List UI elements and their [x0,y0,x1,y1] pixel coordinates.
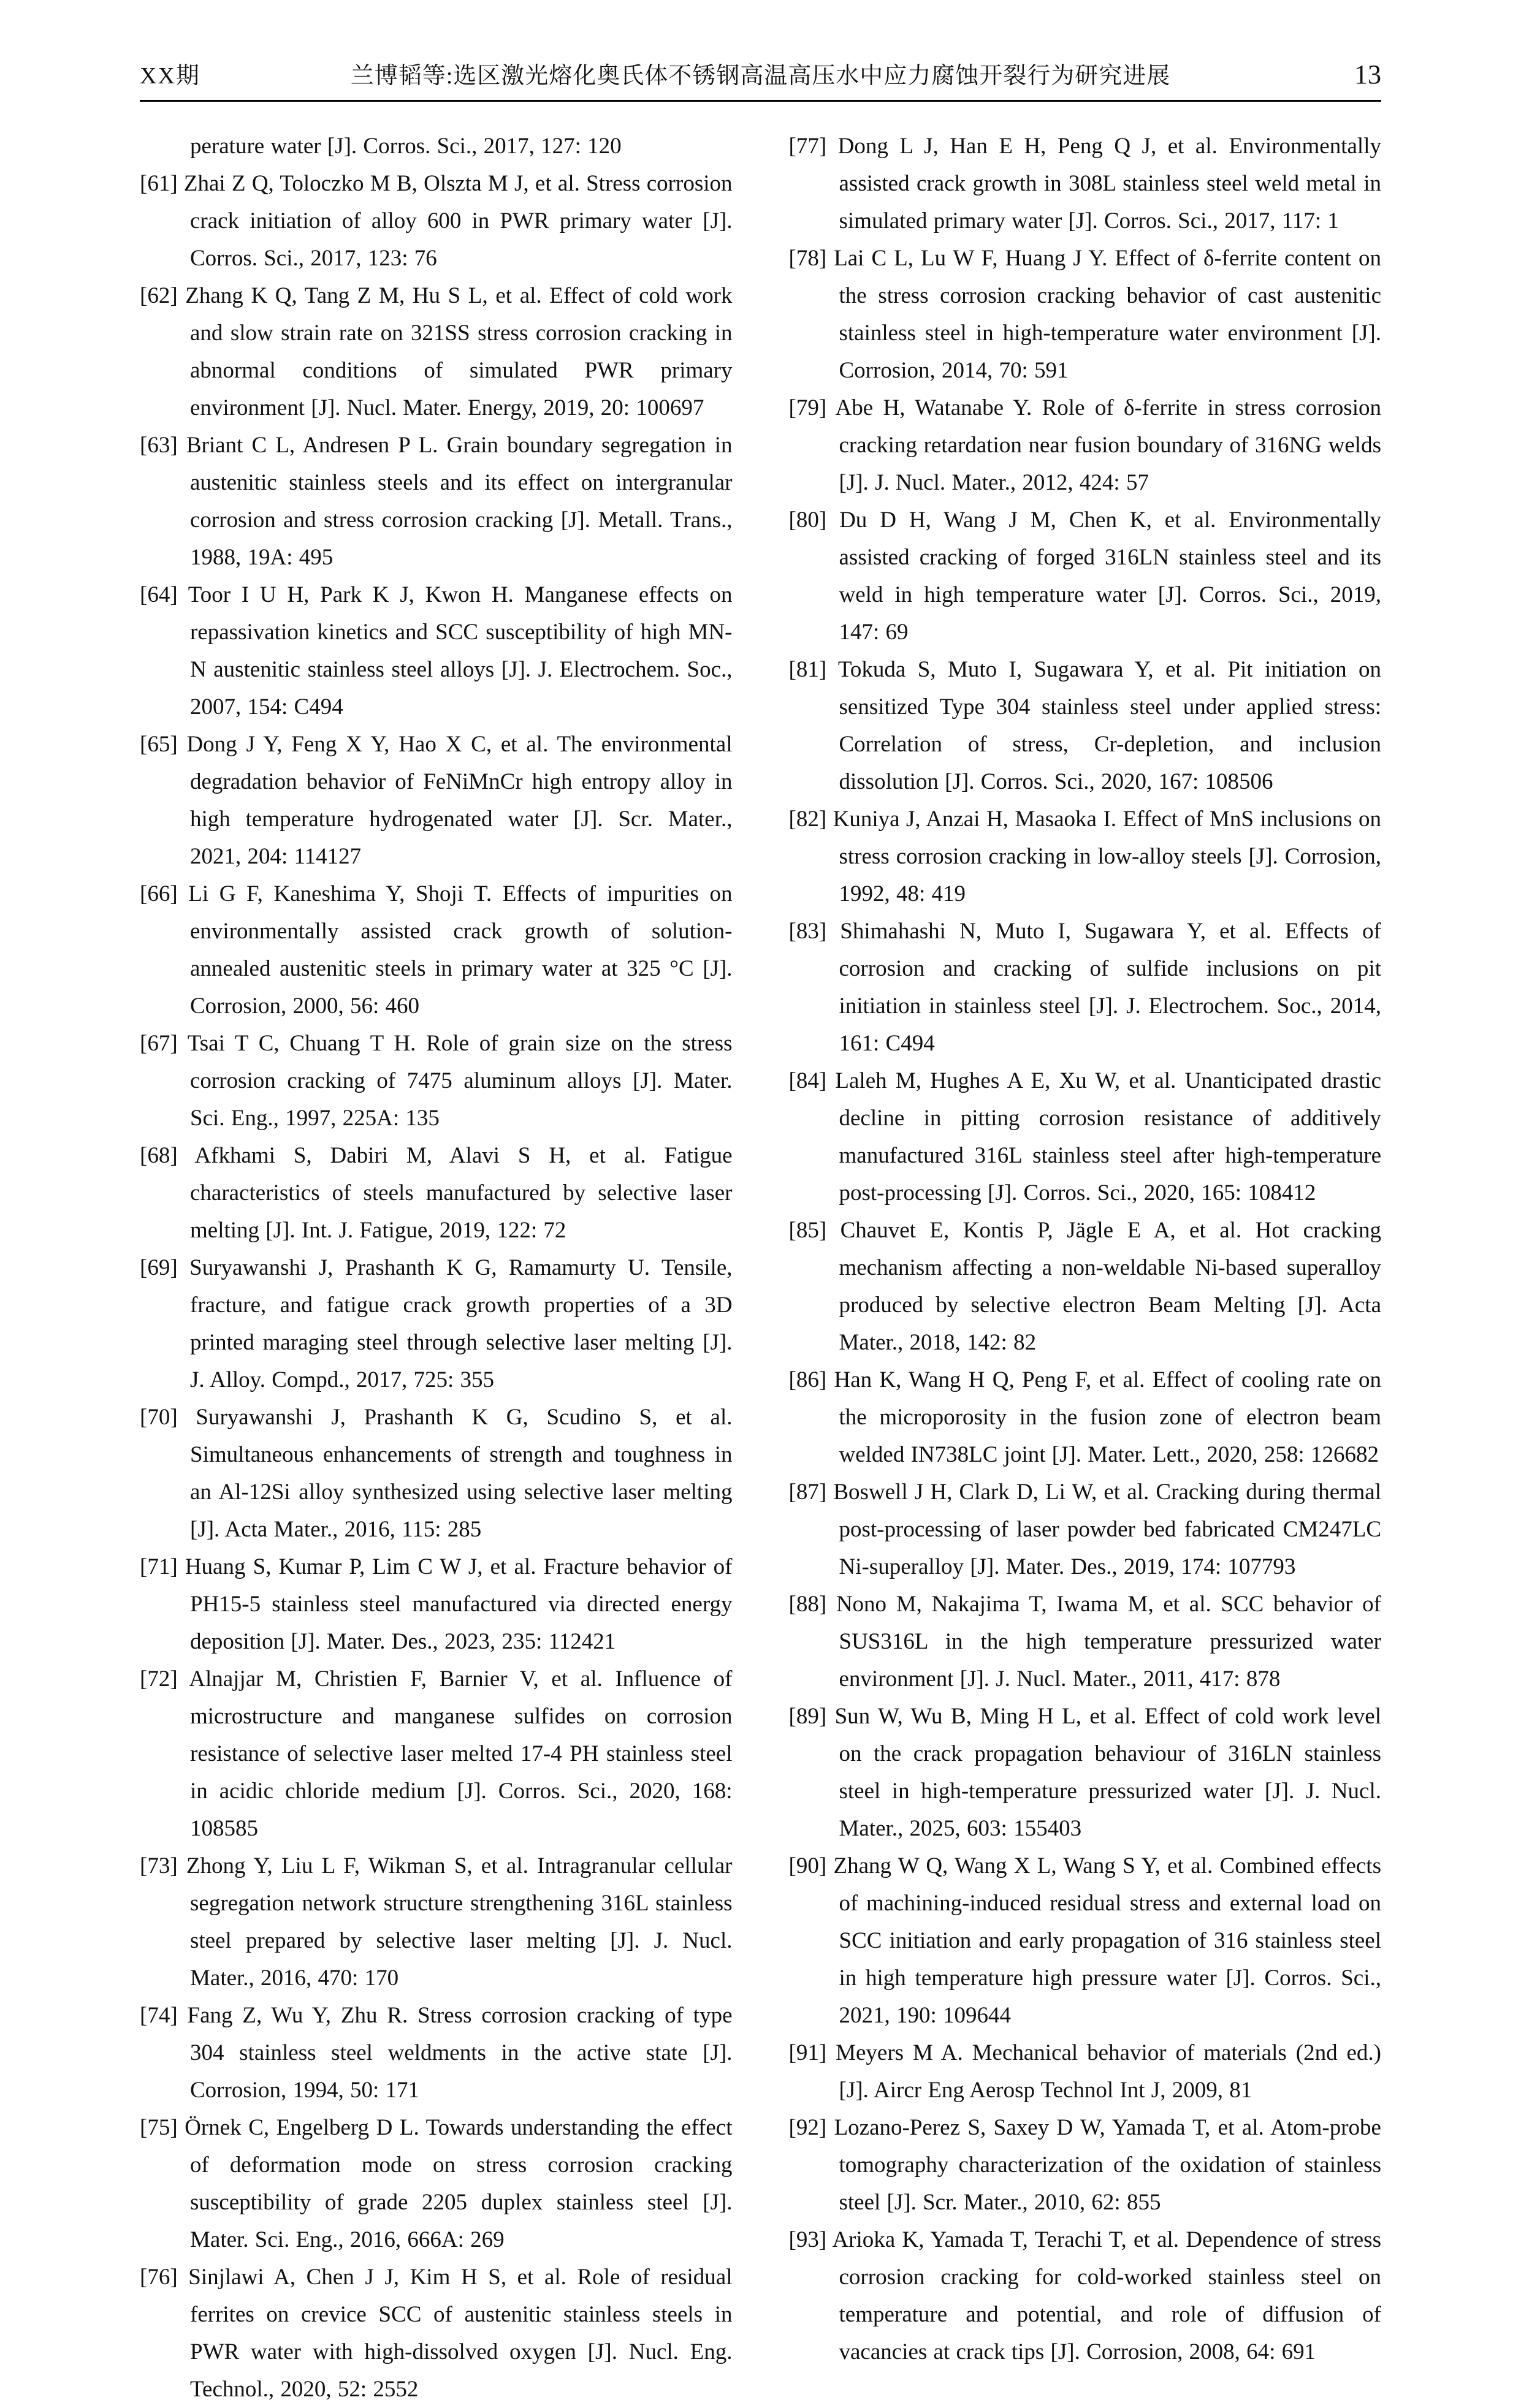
reference-number: [62] [140,283,186,308]
reference-number: [81] [788,657,838,682]
reference-number: [84] [788,1068,836,1093]
reference-text: Dong L J, Han E H, Peng Q J, et al. Environmentally assisted crack growth in 308L stainless steel weld metal in simulated primary water [J]. Corros. Sci., 2017, 117: 1 [837,134,1381,234]
reference-entry [789,1586,1382,1698]
reference-number: [68] [140,1143,195,1168]
reference-text: Lai C L, Lu W F, Huang J Y. Effect of δ-ferrite content on the stress corrosion cracking behavior of cast austenitic stainless steel in high-temperature water environment [J]. Corrosion, 2014, 70: 591 [834,246,1381,383]
reference-number: [75] [140,2115,185,2140]
reference-text: Zhang W Q, Wang X L, Wang S Y, et al. Combined effects of machining-induced residual stress and external load on SCC initiation and early propagation of 316 stainless steel in high temperature high pressure water [J]. Corros. Sci., 2021, 190: 109644 [833,1853,1381,2028]
reference-text: Fang Z, Wu Y, Zhu R. Stress corrosion cracking of type 304 stainless steel weldments in the active state [J]. Corrosion, 1994, 50: 171 [187,2003,733,2103]
references-column-right [789,127,1382,2408]
reference-entry [140,875,733,1025]
reference-entry [789,389,1382,501]
reference-number: [74] [140,2003,188,2028]
reference-entry [789,127,1382,240]
reference-number: [63] [140,433,186,458]
reference-text: Zhong Y, Liu L F, Wikman S, et al. Intragranular cellular segregation network structure strengthening 316L stainless steel prepared by selective laser melting [J]. J. Nucl. Mater., 2016, 470: 170 [186,1853,733,1991]
reference-number: [71] [140,1554,185,1579]
reference-text: Afkhami S, Dabiri M, Alavi S H, et al. Fatigue characteristics of steels manufactured by selective laser melting [J]. Int. J. Fatigue, 2019, 122: 72 [190,1143,733,1243]
reference-entry [140,127,733,165]
reference-text: Toor I U H, Park K J, Kwon H. Manganese effects on repassivation kinetics and SCC susceptibility of high MN-N austenitic stainless steel alloys [J]. J. Electrochem. Soc., 2007, 154: C494 [188,582,733,720]
reference-entry [789,240,1382,389]
reference-entry [789,2221,1382,2371]
reference-text: Zhang K Q, Tang Z M, Hu S L, et al. Effect of cold work and slow strain rate on 321SS stress corrosion cracking in abnormal conditions of simulated PWR primary environment [J]. Nucl. Mater. Energy, 2019, 20: 100697 [185,283,733,420]
reference-number: [67] [140,1031,188,1056]
reference-number: [86] [788,1367,834,1392]
reference-text: Tsai T C, Chuang T H. Role of grain size on the stress corrosion cracking of 7475 aluminum alloys [J]. Mater. Sci. Eng., 1997, 225A: 135 [187,1031,733,1131]
reference-entry [140,576,733,726]
reference-entry [789,651,1382,800]
reference-text: Abe H, Watanabe Y. Role of δ-ferrite in stress corrosion cracking retardation near fusion boundary of 316NG welds [J]. J. Nucl. Mater., 2012, 424: 57 [835,395,1381,495]
reference-number: [82] [788,807,833,832]
reference-number: [93] [788,2227,833,2252]
reference-number: [79] [788,395,836,420]
reference-entry [140,1660,733,1847]
reference-text: Han K, Wang H Q, Peng F, et al. Effect of cooling rate on the microporosity in the fusion zone of electron beam welded IN738LC joint [J]. Mater. Lett., 2020, 258: 126682 [834,1367,1382,1467]
reference-text: Laleh M, Hughes A E, Xu W, et al. Unanticipated drastic decline in pitting corrosion resistance of additively manufactured 316L stainless steel after high-temperature post-processing [J]. Corros. Sci., 2020, 165: 108412 [835,1068,1381,1206]
page-number: 13 [1354,59,1381,89]
reference-entry [140,277,733,427]
reference-text: Zhai Z Q, Toloczko M B, Olszta M J, et al. Stress corrosion crack initiation of alloy 600 in PWR primary water [J]. Corros. Sci., 2017, 123: 76 [183,171,733,271]
reference-number: [61] [140,171,184,196]
reference-number: [92] [788,2115,834,2140]
reference-text: Briant C L, Andresen P L. Grain boundary segregation in austenitic stainless steels and its effect on intergranular corrosion and stress corrosion cracking [J]. Metall. Trans., 1988, 19A: 495 [186,433,733,570]
reference-number: [77] [788,134,838,159]
reference-entry [789,1361,1382,1473]
reference-text: Dong J Y, Feng X Y, Hao X C, et al. The environmental degradation behavior of FeNiMnCr high entropy alloy in high temperature hydrogenated water [J]. Scr. Mater., 2021, 204: 114127 [186,732,733,869]
reference-number: [87] [788,1479,834,1505]
reference-text: Tokuda S, Muto I, Sugawara Y, et al. Pit initiation on sensitized Type 304 stainless steel under applied stress: Correlation of stress, Cr-depletion, and inclusion dissolution [J]. Corros. Sci., 2020, 167: 108506 [837,657,1381,794]
reference-text: Chauvet E, Kontis P, Jägle E A, et al. Hot cracking mechanism affecting a non-weldable Ni-based superalloy produced by selective electron Beam Melting [J]. Acta Mater., 2018, 142: 82 [839,1218,1381,1355]
reference-number: [65] [140,732,187,757]
reference-entry [789,913,1382,1062]
reference-entry [140,427,733,576]
reference-text: Nono M, Nakajima T, Iwama M, et al. SCC behavior of SUS316L in the high temperature pressurized water environment [J]. J. Nucl. Mater., 2011, 417: 878 [836,1592,1381,1692]
reference-text: Boswell J H, Clark D, Li W, et al. Cracking during thermal post-processing of laser powder bed fabricated CM247LC Ni-superalloy [J]. Mater. Des., 2019, 174: 107793 [833,1479,1381,1579]
reference-number: [90] [788,1853,834,1878]
reference-number: [72] [140,1666,189,1692]
reference-entry [140,1847,733,1997]
reference-text: Huang S, Kumar P, Lim C W J, et al. Fracture behavior of PH15-5 stainless steel manufactured via directed energy deposition [J]. Mater. Des., 2023, 235: 112421 [185,1554,733,1654]
reference-text: Lozano-Perez S, Saxey D W, Yamada T, et al. Atom-probe tomography characterization of the oxidation of stainless steel [J]. Scr. Mater., 2010, 62: 855 [834,2115,1381,2215]
reference-number: [89] [788,1704,835,1729]
reference-number: [91] [788,2040,836,2065]
reference-entry [789,2109,1382,2221]
reference-text: Suryawanshi J, Prashanth K G, Scudino S, et al. Simultaneous enhancements of strength and toughness in an Al-12Si alloy synthesized using selective laser melting [J]. Acta Mater., 2016, 115: 285 [190,1405,733,1542]
reference-text: Sinjlawi A, Chen J J, Kim H S, et al. Role of residual ferrites on crevice SCC of austenitic stainless steels in PWR water with high-dissolved oxygen [J]. Nucl. Eng. Technol., 2020, 52: 2552 [188,2265,733,2402]
reference-entry [789,501,1382,651]
reference-entry [140,1025,733,1137]
reference-text: Arioka K, Yamada T, Terachi T, et al. Dependence of stress corrosion cracking for cold-worked stainless steel on temperature and potential, and role of diffusion of vacancies at crack tips [J]. Corrosion, 2008, 64: 691 [832,2227,1381,2364]
reference-text: Shimahashi N, Muto I, Sugawara Y, et al. Effects of corrosion and cracking of sulfide inclusions on pit initiation in stainless steel [J]. J. Electrochem. Soc., 2014, 161: C494 [839,919,1381,1056]
reference-entry [140,1997,733,2109]
reference-entry [140,165,733,277]
reference-entry [789,800,1382,913]
reference-text: Sun W, Wu B, Ming H L, et al. Effect of cold work level on the crack propagation behaviour of 316LN stainless steel in high-temperature pressurized water [J]. J. Nucl. Mater., 2025, 603: 155403 [834,1704,1381,1841]
reference-entry [789,1473,1382,1586]
reference-entry [789,1212,1382,1361]
reference-entry [789,1847,1382,2034]
reference-number: [78] [788,246,834,271]
reference-number: [64] [140,582,188,607]
reference-number: [88] [788,1592,836,1617]
reference-entry [140,1548,733,1660]
reference-text: Li G F, Kaneshima Y, Shoji T. Effects of impurities on environmentally assisted crack growth of solution-annealed austenitic steels in primary water at 325 °C [J]. Corrosion, 2000, 56: 460 [188,881,733,1019]
reference-text: Suryawanshi J, Prashanth K G, Ramamurty U. Tensile, fracture, and fatigue crack growth properties of a 3D printed maraging steel through selective laser melting [J]. J. Alloy. Compd., 2017, 725: 355 [189,1255,733,1392]
reference-entry [140,1399,733,1548]
reference-number: [80] [788,507,840,533]
reference-text: Alnajjar M, Christien F, Barnier V, et al. Influence of microstructure and manganese sulfides on corrosion resistance of selective laser melted 17-4 PH stainless steel in acidic chloride medium [J]. Corros. Sci., 2020, 168: 108585 [189,1666,733,1841]
reference-number: [76] [140,2265,189,2290]
reference-entry [789,1698,1382,1847]
page-header [140,56,1381,102]
references-column-left [140,127,733,2408]
reference-text: Du D H, Wang J M, Chen K, et al. Environmentally assisted cracking of forged 316LN stainless steel and its weld in high temperature water [J]. Corros. Sci., 2019, 147: 69 [839,507,1381,645]
journal-issue-label: XX期 [140,63,200,89]
reference-number: [66] [140,881,189,906]
reference-entry [140,2258,733,2408]
reference-number: [73] [140,1853,186,1878]
reference-entry [140,1249,733,1399]
reference-text: Örnek C, Engelberg D L. Towards understanding the effect of deformation mode on stress corrosion cracking susceptibility of grade 2205 duplex stainless steel [J]. Mater. Sci. Eng., 2016, 666A: 269 [185,2115,733,2252]
reference-entry [140,726,733,875]
reference-number: [69] [140,1255,190,1280]
reference-number: [83] [788,919,841,944]
reference-number: [85] [788,1218,841,1243]
reference-entry [140,2109,733,2258]
references-section [140,127,1381,2408]
reference-number: [70] [140,1405,196,1430]
reference-text: Meyers M A. Mechanical behavior of materials (2nd ed.) [J]. Aircr Eng Aerosp Technol Int J, 2009, 81 [836,2040,1381,2103]
reference-entry [789,2034,1382,2109]
running-title: 兰博韬等:选区激光熔化奥氏体不锈钢高温高压水中应力腐蚀开裂行为研究进展 [350,63,1171,89]
reference-entry [140,1137,733,1249]
reference-text: perature water [J]. Corros. Sci., 2017, 127: 120 [190,134,622,159]
reference-entry [789,1062,1382,1212]
reference-text: Kuniya J, Anzai H, Masaoka I. Effect of MnS inclusions on stress corrosion cracking in low-alloy steels [J]. Corrosion, 1992, 48: 419 [833,807,1381,906]
